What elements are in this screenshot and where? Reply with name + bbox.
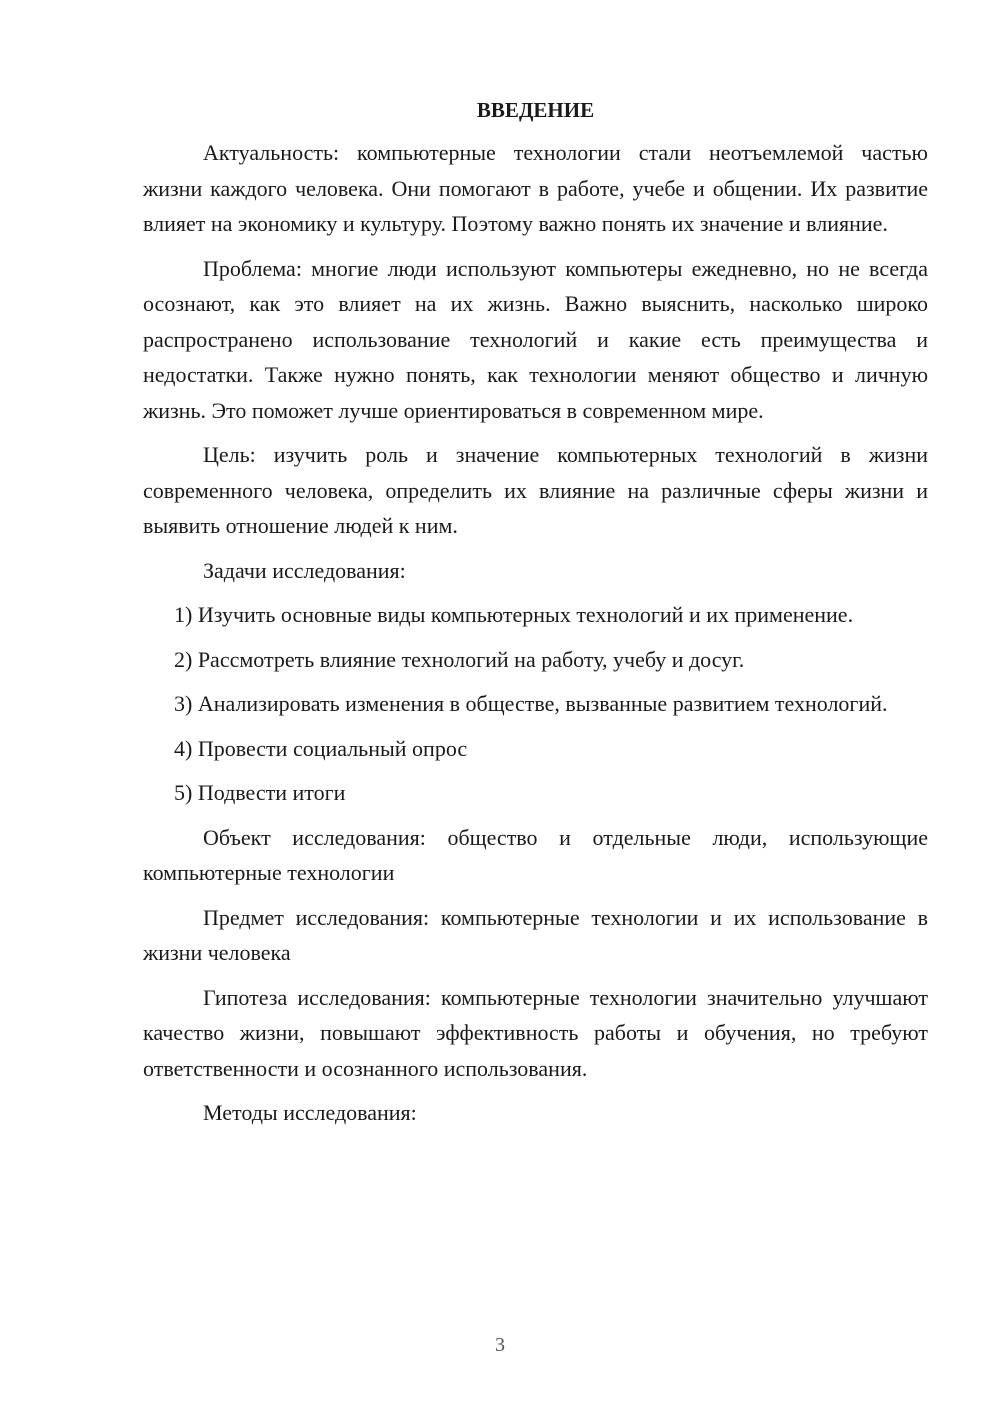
paragraph-subject: Предмет исследования: компьютерные технологии и их использование в жизни человека bbox=[143, 904, 928, 965]
paragraph-goal: Цель: изучить роль и значение компьютерных технологий в жизни современного человека, определить их влияние на различные сферы жизни и выявить отношение людей к ним. bbox=[143, 442, 928, 538]
list-item: 4) Провести социальный опрос bbox=[174, 735, 468, 761]
list-item: 3) Анализировать изменения в обществе, вызванные развитием технологий. bbox=[174, 691, 888, 716]
list-item: 2) Рассмотреть влияние технологий на работу, учебу и досуг. bbox=[174, 646, 745, 672]
list-item: 5) Подвести итоги bbox=[174, 780, 346, 805]
page-content bbox=[143, 95, 928, 1131]
paragraph-tasks-heading: Задачи исследования: bbox=[203, 557, 406, 583]
section-title: ВВЕДЕНИЕ bbox=[476, 98, 595, 122]
paragraph-object: Объект исследования: общество и отдельные люди, использующие компьютерные технологии bbox=[143, 824, 928, 885]
paragraph-methods: Методы исследования: bbox=[203, 1100, 417, 1125]
page-number: 3 bbox=[495, 1334, 505, 1356]
tasks-list bbox=[143, 597, 928, 811]
paragraph-hypothesis: Гипотеза исследования: компьютерные технологии значительно улучшают качество жизни, повышают эффективность работы и обучения, но требуют ответственности и осознанного использования. bbox=[143, 984, 928, 1081]
paragraph-problem: Проблема: многие люди используют компьютеры ежедневно, но не всегда осознают, как это влияет на их жизнь. Важно выяснить, насколько широко распространено использование технологий и какие есть преимущества и недостатки. Также нужно понять, как технологии меняют общество и личную жизнь. Это поможет лучше ориентироваться в современном мире. bbox=[143, 255, 928, 423]
list-item: 1) Изучить основные виды компьютерных технологий и их применение. bbox=[174, 602, 854, 627]
paragraph-relevance: Актуальность: компьютерные технологии стали неотъемлемой частью жизни каждого человека. Они помогают в работе, учебе и общении. Их развитие влияет на экономику и культуру. Поэтому важно понять их значение и влияние. bbox=[143, 140, 928, 236]
